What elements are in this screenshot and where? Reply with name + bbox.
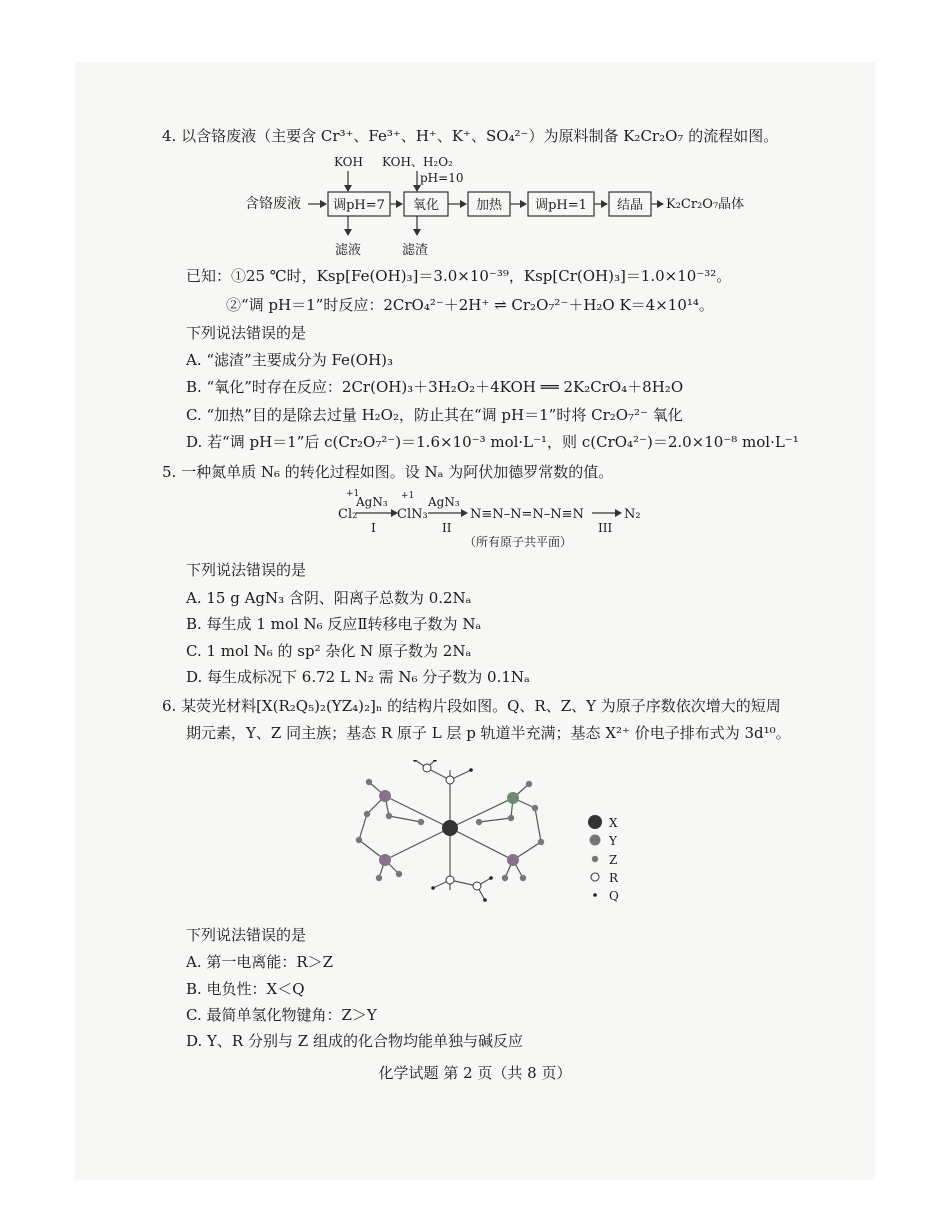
atom-y-1 [379,790,391,802]
flow-box-4-label: 调pH=1 [535,198,587,213]
q5-stem: 5. 一种氮单质 N₆ 的转化过程如图。设 Nₐ 为阿伏加德罗常数的值。 [162,463,614,481]
legend-y: Y [609,834,617,848]
q6-option-a[interactable]: A. 第一电离能：R＞Z [186,953,334,971]
q4-known-1: 已知：①25 ℃时，Ksp[Fe(OH)₃]＝3.0×10⁻³⁹，Ksp[Cr(OH)₃]＝1.0×10⁻³²。 [186,267,732,285]
q6-option-b[interactable]: B. 电负性：X＜Q [186,980,305,998]
q5-option-d[interactable]: D. 每生成标况下 6.72 L N₂ 需 N₆ 分子数为 0.1Nₐ [186,668,530,686]
q5-option-a[interactable]: A. 15 g AgN₃ 含阴、阳离子总数为 0.2Nₐ [186,589,472,607]
flow-reagent-1: KOH [334,155,363,169]
q5-step2-label: II [442,521,452,535]
q5-step3-label: III [598,521,613,535]
q4-option-a[interactable]: A. “滤渣”主要成分为 Fe(OH)₃ [186,351,394,369]
q5-option-b[interactable]: B. 每生成 1 mol N₆ 反应Ⅱ转移电子数为 Nₐ [186,615,482,633]
flow-output-filtrate: 滤液 [335,243,362,258]
flow-box-2-label: 氧化 [412,198,440,213]
q6-legend [588,815,619,903]
q5-scheme [330,488,710,550]
legend-x: X [609,816,618,830]
q5-end: N₂ [624,507,641,522]
q6-prompt: 下列说法错误的是 [186,926,307,944]
legend-q: Q [609,889,619,903]
atom-y-2 [507,792,519,804]
atom-y-3 [379,854,391,866]
q5-oxidation-state-1: +1 [346,489,360,499]
flow-output-residue: 滤渣 [402,243,429,258]
q5-option-c[interactable]: C. 1 mol N₆ 的 sp² 杂化 N 原子数为 2Nₐ [186,642,472,660]
q4-option-c[interactable]: C. “加热”目的是除去过量 H₂O₂，防止其在“调 pH＝1”时将 Cr₂O₇²⁻ 氧化 [186,406,683,424]
flow-box-1-label: 调pH=7 [333,198,385,213]
q5-step1-label: I [371,521,376,535]
q6-structure-diagram [345,760,665,910]
q5-n6-molecule: N≡N–N=N–N≡N [470,507,584,522]
atom-y-4 [507,854,519,866]
legend-r: R [609,871,619,885]
q6-option-c[interactable]: C. 最简单氢化物键角：Z＞Y [186,1006,377,1024]
flow-reagent-2: KOH、H₂O₂ [382,155,453,169]
q5-step1-reagent: AgN₃ [356,495,388,509]
q4-flowchart [240,150,760,260]
flow-box-3-label: 加热 [475,198,503,213]
q5-intermediate: ClN₃ [397,507,428,522]
flow-start: 含铬废液 [245,196,301,212]
q5-oxidation-state-2: +1 [401,491,415,501]
q5-start: Cl₂ [338,507,358,522]
q6-stem-line-2: 期元素，Y、Z 同主族；基态 R 原子 L 层 p 轨道半充满；基态 X²⁺ 价电子排布式为 3d¹⁰。 [186,724,791,742]
q4-known-2: ②“调 pH＝1”时反应：2CrO₄²⁻＋2H⁺ ⇌ Cr₂O₇²⁻＋H₂O K＝4×10¹⁴。 [226,296,714,314]
q4-stem: 4. 以含铬废液（主要含 Cr³⁺、Fe³⁺、H⁺、K⁺、SO₄²⁻）为原料制备 K₂Cr₂O₇ 的流程如图。 [162,127,779,145]
q6-stem-line-1: 6. 某荧光材料[X(R₂Q₅)₂(YZ₄)₂]ₙ 的结构片段如图。Q、R、Z、Y 为原子序数依次增大的短周 [162,697,781,715]
q6-option-d[interactable]: D. Y、R 分别与 Z 组成的化合物均能单独与碱反应 [186,1032,523,1050]
flow-reagent-2-condition: pH=10 [420,171,464,185]
flow-product: K₂Cr₂O₇晶体 [666,197,745,212]
atom-x-center [442,820,458,836]
flow-box-5-label: 结晶 [616,198,644,213]
q4-option-d[interactable]: D. 若“调 pH＝1”后 c(Cr₂O₇²⁻)＝1.6×10⁻³ mol·L⁻¹，则 c(CrO₄²⁻)＝2.0×10⁻⁸ mol·L⁻¹ [186,433,799,451]
q5-prompt: 下列说法错误的是 [186,561,307,579]
legend-z: Z [609,853,618,867]
page-footer: 化学试题 第 2 页（共 8 页） [378,1064,572,1082]
q4-option-b[interactable]: B. “氧化”时存在反应：2Cr(OH)₃＋3H₂O₂＋4KOH ══ 2K₂CrO₄＋8H₂O [186,378,684,396]
q5-step2-reagent: AgN₃ [428,495,460,509]
q5-coplanar-note: （所有原子共平面） [464,535,573,549]
q4-prompt: 下列说法错误的是 [186,324,307,342]
